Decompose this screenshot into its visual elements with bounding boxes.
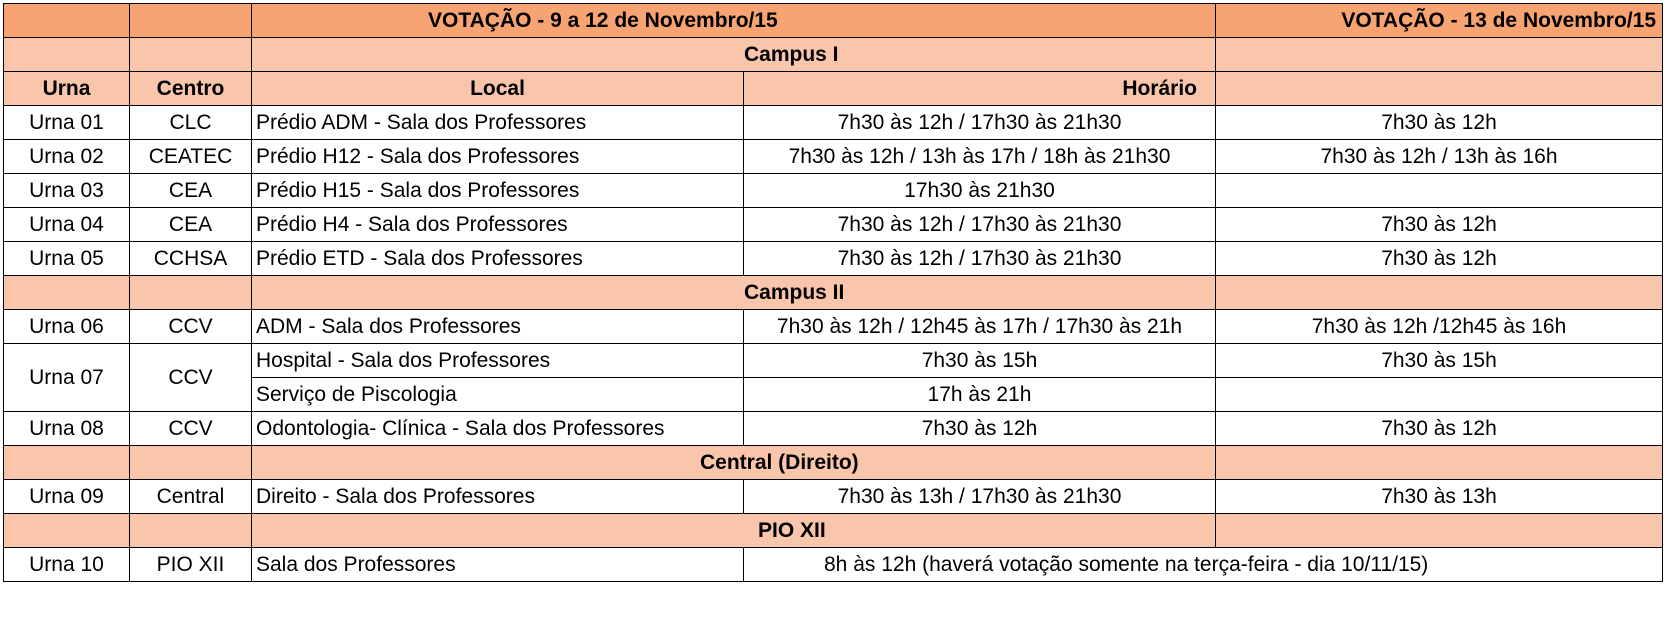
horario-cell: 17h30 às 21h30 bbox=[744, 174, 1216, 208]
urna-cell: Urna 02 bbox=[4, 140, 130, 174]
voting-extra-header: VOTAÇÃO - 13 de Novembro/15 bbox=[1216, 4, 1663, 38]
column-header-urna: Urna bbox=[4, 72, 130, 106]
table-row-urna-06 bbox=[4, 310, 1663, 344]
horario-13-cell bbox=[1216, 174, 1663, 208]
horario-cell: 7h30 às 15h bbox=[744, 344, 1216, 378]
urna-cell: Urna 01 bbox=[4, 106, 130, 140]
column-header-centro: Centro bbox=[130, 72, 252, 106]
horario-13-cell: 7h30 às 12h bbox=[1216, 208, 1663, 242]
urna-cell: Urna 05 bbox=[4, 242, 130, 276]
section-row-campus2 bbox=[4, 276, 1663, 310]
table-row-urna-08 bbox=[4, 412, 1663, 446]
table-row-urna-03 bbox=[4, 174, 1663, 208]
local-cell: Prédio ETD - Sala dos Professores bbox=[252, 242, 744, 276]
section-empty-cell bbox=[1216, 446, 1663, 480]
horario-cell: 7h30 às 12h / 17h30 às 21h30 bbox=[744, 208, 1216, 242]
table-row-urna-05 bbox=[4, 242, 1663, 276]
local-cell: Odontologia- Clínica - Sala dos Professores bbox=[252, 412, 744, 446]
section-empty-cell bbox=[252, 446, 744, 480]
horario-cell-wide: 8h às 12h (haverá votação somente na terça-feira - dia 10/11/15) bbox=[744, 548, 1663, 582]
local-cell: Prédio H15 - Sala dos Professores bbox=[252, 174, 744, 208]
main-header-row bbox=[4, 4, 1663, 38]
centro-cell: CCV bbox=[130, 412, 252, 446]
section-title-campus2: Campus II bbox=[744, 276, 1216, 310]
table-row-urna-01 bbox=[4, 106, 1663, 140]
horario-cell: 7h30 às 13h / 17h30 às 21h30 bbox=[744, 480, 1216, 514]
horario-cell: 17h às 21h bbox=[744, 378, 1216, 412]
table-row-urna-02 bbox=[4, 140, 1663, 174]
horario-13-cell bbox=[1216, 378, 1663, 412]
local-cell: Hospital - Sala dos Professores bbox=[252, 344, 744, 378]
horario-cell: 7h30 às 12h / 17h30 às 21h30 bbox=[744, 242, 1216, 276]
centro-cell: CLC bbox=[130, 106, 252, 140]
section-empty-cell bbox=[130, 446, 252, 480]
horario-13-cell: 7h30 às 12h bbox=[1216, 412, 1663, 446]
section-empty-cell bbox=[1216, 276, 1663, 310]
local-cell: Sala dos Professores bbox=[252, 548, 744, 582]
centro-cell: CCV bbox=[130, 344, 252, 412]
local-cell: ADM - Sala dos Professores bbox=[252, 310, 744, 344]
urna-cell: Urna 07 bbox=[4, 344, 130, 412]
urna-cell: Urna 03 bbox=[4, 174, 130, 208]
table-row-urna-07-b bbox=[4, 378, 1663, 412]
urna-cell: Urna 06 bbox=[4, 310, 130, 344]
horario-cell: 7h30 às 12h / 17h30 às 21h30 bbox=[744, 106, 1216, 140]
section-title-pio: PIO XII bbox=[744, 514, 1216, 548]
section-row-campus1 bbox=[4, 38, 1663, 72]
urna-cell: Urna 09 bbox=[4, 480, 130, 514]
horario-13-cell: 7h30 às 12h /12h45 às 16h bbox=[1216, 310, 1663, 344]
section-row-central bbox=[4, 446, 1663, 480]
local-cell: Prédio H4 - Sala dos Professores bbox=[252, 208, 744, 242]
urna-cell: Urna 04 bbox=[4, 208, 130, 242]
voting-schedule-table bbox=[3, 3, 1663, 582]
header-empty-cell bbox=[130, 4, 252, 38]
table-row-urna-10 bbox=[4, 548, 1663, 582]
local-cell: Prédio H12 - Sala dos Professores bbox=[252, 140, 744, 174]
section-empty-cell bbox=[130, 276, 252, 310]
section-title-central bbox=[700, 446, 1216, 480]
section-empty-cell bbox=[1216, 38, 1663, 72]
centro-cell: CCV bbox=[130, 310, 252, 344]
table-row-urna-07 bbox=[4, 344, 1663, 378]
section-empty-cell bbox=[4, 446, 130, 480]
section-title-central-text: Central (Direito) bbox=[700, 450, 859, 474]
section-empty-cell bbox=[252, 514, 744, 548]
horario-cell: 7h30 às 12h bbox=[744, 412, 1216, 446]
centro-cell: CEA bbox=[130, 174, 252, 208]
horario-13-cell: 7h30 às 12h bbox=[1216, 242, 1663, 276]
horario-13-cell: 7h30 às 12h / 13h às 16h bbox=[1216, 140, 1663, 174]
section-empty-cell bbox=[252, 38, 744, 72]
column-header-empty bbox=[1216, 72, 1663, 106]
column-header-local: Local bbox=[252, 72, 744, 106]
centro-cell: CEATEC bbox=[130, 140, 252, 174]
section-empty-cell bbox=[1216, 514, 1663, 548]
horario-13-cell: 7h30 às 13h bbox=[1216, 480, 1663, 514]
urna-cell: Urna 08 bbox=[4, 412, 130, 446]
horario-cell: 7h30 às 12h / 12h45 às 17h / 17h30 às 21h bbox=[744, 310, 1216, 344]
section-title-campus1: Campus I bbox=[744, 38, 1216, 72]
table-row-urna-09 bbox=[4, 480, 1663, 514]
section-empty-cell bbox=[4, 276, 130, 310]
centro-cell: CEA bbox=[130, 208, 252, 242]
centro-cell: CCHSA bbox=[130, 242, 252, 276]
header-empty-cell bbox=[4, 4, 130, 38]
column-header-horario: Horário bbox=[744, 72, 1216, 106]
local-cell: Serviço de Piscologia bbox=[252, 378, 744, 412]
section-empty-cell bbox=[130, 514, 252, 548]
section-empty-cell bbox=[4, 514, 130, 548]
section-empty-cell bbox=[4, 38, 130, 72]
centro-cell: PIO XII bbox=[130, 548, 252, 582]
section-empty-cell bbox=[130, 38, 252, 72]
horario-13-cell: 7h30 às 15h bbox=[1216, 344, 1663, 378]
section-row-pio bbox=[4, 514, 1663, 548]
voting-main-header: VOTAÇÃO - 9 a 12 de Novembro/15 bbox=[252, 4, 1216, 38]
table-row-urna-04 bbox=[4, 208, 1663, 242]
horario-cell: 7h30 às 12h / 13h às 17h / 18h às 21h30 bbox=[744, 140, 1216, 174]
column-header-row bbox=[4, 72, 1663, 106]
horario-13-cell: 7h30 às 12h bbox=[1216, 106, 1663, 140]
centro-cell: Central bbox=[130, 480, 252, 514]
local-cell: Direito - Sala dos Professores bbox=[252, 480, 744, 514]
section-empty-cell bbox=[252, 276, 744, 310]
local-cell: Prédio ADM - Sala dos Professores bbox=[252, 106, 744, 140]
urna-cell: Urna 10 bbox=[4, 548, 130, 582]
